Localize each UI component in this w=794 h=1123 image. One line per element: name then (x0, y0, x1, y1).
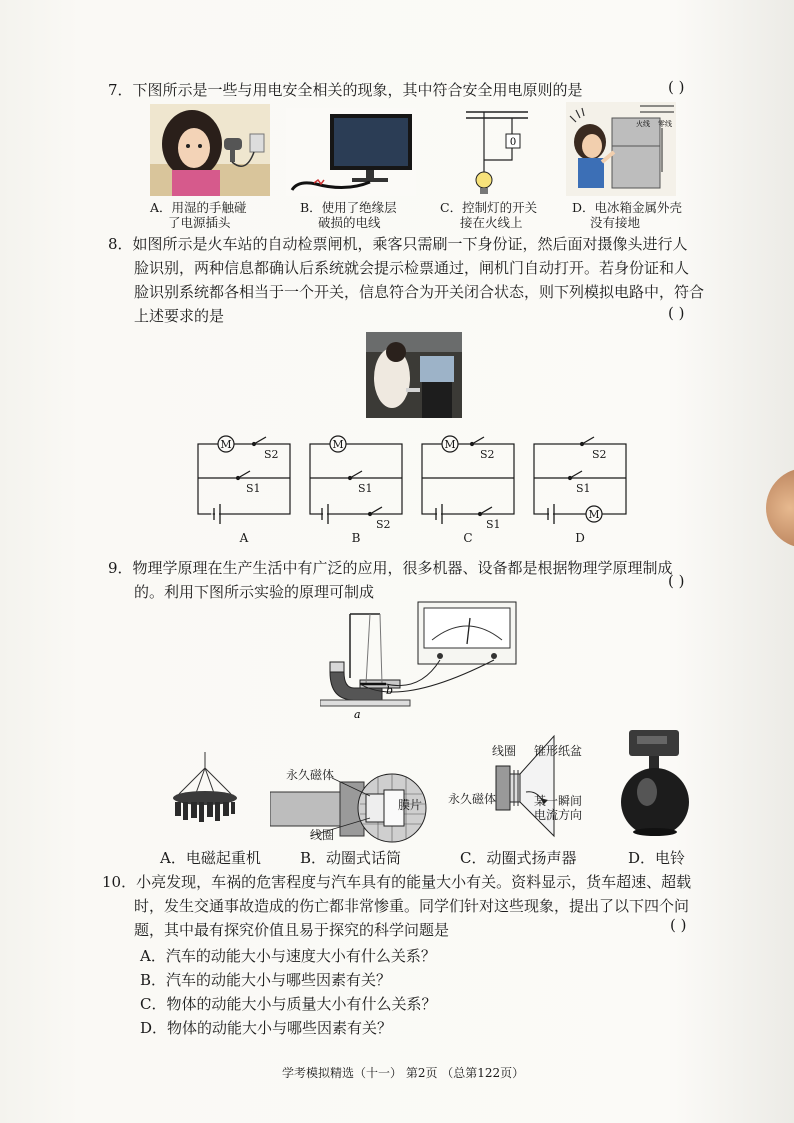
q9-b-magnet-label: 永久磁体 (286, 768, 335, 782)
q10-stem-line3: 题，其中最有探究价值且易于探究的科学问题是 (134, 921, 450, 939)
q7-option-c-line2: 接在火线上 (460, 215, 523, 230)
q9-option-c: C．动圈式扬声器 (460, 849, 577, 867)
q8-b-switch-bot-label: S2 (376, 518, 391, 531)
q9-exp-label-b: b (386, 684, 394, 697)
q8-c-letter: C (463, 531, 473, 545)
q9-exp-label-a: a (354, 708, 361, 720)
q9-b-diaphragm-label: 膜片 (398, 798, 423, 812)
q9-option-d-image (615, 726, 695, 838)
q10-option-c: C．物体的动能大小与质量大小有什么关系？ (140, 995, 437, 1013)
q7-option-a-image (150, 104, 270, 196)
q7-d-neutral-wire-label: 零线 (658, 120, 672, 128)
q9-option-b: B．动圈式话筒 (300, 849, 402, 867)
q8-circuit-c (422, 436, 514, 524)
q9-option-a-image (165, 752, 245, 840)
q7-option-c-image (462, 104, 532, 196)
page-footer: 学考模拟精选（十一） 第2页 （总第122页） (282, 1066, 525, 1080)
q9-stem-line1: 9．物理学原理在生产生活中有广泛的应用，很多机器、设备都是根据物理学原理制成 (108, 559, 673, 577)
q7-c-switch-label: 0 (509, 137, 517, 148)
q8-stem-line3: 脸识别系统都各相当于一个开关，信息符合为开关闭合状态，则下列模拟电路中，符合 (134, 283, 705, 301)
q8-d-switch-top-label: S2 (592, 448, 607, 461)
q8-answer-paren: ( ) (668, 304, 685, 322)
q8-a-letter: A (239, 531, 249, 545)
q8-circuit-b (310, 436, 402, 524)
q8-c-switch-top-label: S2 (480, 448, 495, 461)
q8-c-switch-bot-label: S1 (486, 518, 501, 531)
q8-b-switch-mid-label: S1 (358, 482, 373, 495)
q8-b-motor-label: M (332, 438, 344, 451)
q8-a-motor-label: M (220, 438, 232, 451)
q9-experiment-diagram (320, 600, 520, 720)
q10-stem-line2: 时，发生交通事故造成的伤亡都非常惨重。同学们针对这些现象，提出了以下四个问 (134, 897, 690, 915)
q7-option-d-line2: 没有接地 (590, 215, 641, 230)
q8-stem-line4: 上述要求的是 (134, 307, 225, 325)
q9-c-coil-label: 线圈 (492, 744, 517, 758)
q8-a-switch-top-label: S2 (264, 448, 279, 461)
q7-option-b-line1: B．使用了绝缘层 (300, 200, 397, 215)
q10-option-b: B．汽车的动能大小与哪些因素有关？ (140, 971, 392, 989)
q10-option-d: D．物体的动能大小与哪些因素有关？ (140, 1019, 393, 1037)
q10-stem-line1: 10．小亮发现，车祸的危害程度与汽车具有的能量大小有关。资料显示，货车超速、超载 (102, 873, 692, 891)
q8-a-switch-mid-label: S1 (246, 482, 261, 495)
q10-option-a: A．汽车的动能大小与速度大小有什么关系？ (140, 947, 436, 965)
q7-option-b-image (286, 108, 416, 196)
q9-option-d: D．电铃 (628, 849, 686, 867)
q7-option-d-image (566, 102, 676, 196)
q8-circuits (190, 430, 630, 546)
q8-ticket-gate-photo (366, 332, 462, 418)
q8-d-letter: D (575, 531, 585, 545)
finger-photo-artifact (766, 468, 794, 548)
q9-b-coil-label: 线圈 (310, 828, 335, 842)
q8-d-switch-mid-label: S1 (576, 482, 591, 495)
q7-stem: 7．下图所示是一些与用电安全相关的现象，其中符合安全用电原则的是 (108, 81, 583, 99)
q7-option-b-line2: 破损的电线 (318, 215, 381, 230)
q7-option-a-line2: 了电源插头 (168, 215, 231, 230)
q9-c-current-label-1: 某一瞬间 (534, 794, 583, 808)
q8-c-motor-label: M (444, 438, 456, 451)
q8-b-letter: B (351, 531, 361, 545)
q7-option-d-line1: D．电冰箱金属外壳 (572, 200, 683, 215)
q9-option-a: A．电磁起重机 (160, 849, 261, 867)
q7-option-a-line1: A．用湿的手触碰 (150, 200, 247, 215)
q8-circuit-d (534, 437, 626, 524)
q9-c-current-label-2: 电流方向 (534, 808, 583, 822)
q9-stem-line2: 的。利用下图所示实验的原理可制成 (134, 583, 375, 601)
q7-option-c-line1: C．控制灯的开关 (440, 200, 538, 215)
q9-c-magnet-label: 永久磁体 (448, 792, 497, 806)
q9-answer-paren: ( ) (668, 572, 685, 590)
q8-d-motor-label: M (588, 508, 600, 521)
q8-stem-line2: 脸识别，两种信息都确认后系统就会提示检票通过，闸机门自动打开。若身份证和人 (134, 259, 690, 277)
q10-answer-paren: ( ) (670, 916, 687, 934)
q9-c-cone-label: 锥形纸盆 (534, 744, 583, 758)
q7-d-live-wire-label: 火线 (636, 120, 650, 128)
q8-stem-line1: 8．如图所示是火车站的自动检票闸机，乘客只需刷一下身份证，然后面对摄像头进行人 (108, 235, 688, 253)
q7-answer-paren: ( ) (668, 78, 685, 96)
